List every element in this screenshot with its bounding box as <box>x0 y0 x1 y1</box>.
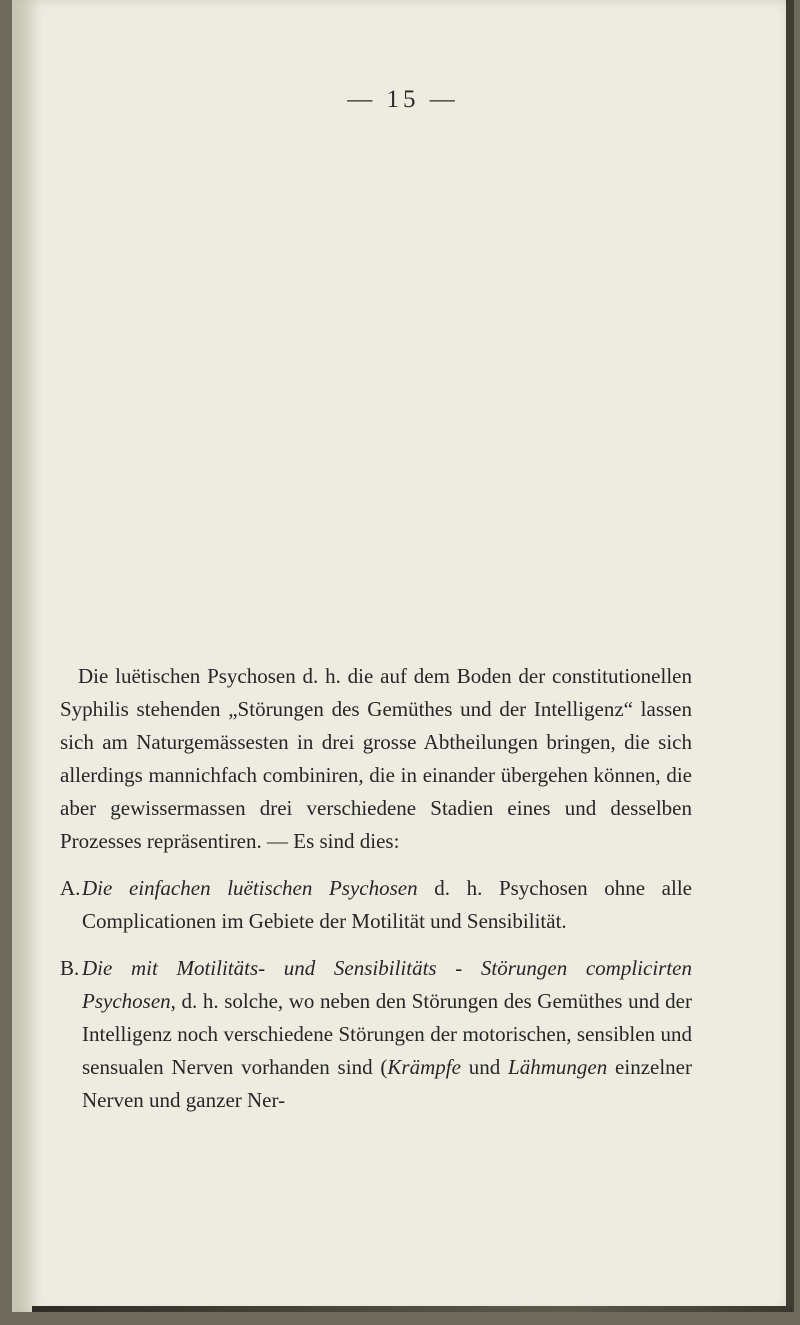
list-item-text: einzelner Nerven und ganzer Ner- <box>82 1055 692 1112</box>
page-bottom-edge <box>32 1306 792 1312</box>
list-item-text: und <box>460 1055 509 1079</box>
list-item-title: Die mit Motilitäts- und Sensibilitäts - Störungen complicirten Psychosen <box>82 956 692 1013</box>
list-item-title: Die einfachen luëtischen Psychosen <box>82 876 418 900</box>
page-number: — 15 — <box>347 86 459 113</box>
list-item-text: d. h. Psychosen ohne alle Complicationen im Gebiete der Motilität und Sensibilität. <box>82 876 692 933</box>
list-item-b <box>60 952 692 1117</box>
intro-paragraph: Die luëtischen Psychosen d. h. die auf dem Boden der constitutionellen Syphilis stehenden „Störungen des Gemüthes und der Intelligenz“ lassen sich am Naturgemässesten in drei grosse Abtheilungen bringen, die sich allerdings mannichfach combiniren, die in einander übergehen können, die aber gewissermassen drei verschiedene Stadien eines und desselben Prozesses repräsentiren. — Es sind dies: <box>60 664 692 853</box>
list-marker: B. <box>60 956 80 980</box>
list-item-emphasis: Krämpfe <box>387 1055 461 1079</box>
page-left-edge-shadow <box>12 0 42 1312</box>
body-text <box>60 660 692 1131</box>
list-item-a <box>60 872 692 938</box>
book-page <box>12 0 794 1312</box>
page-right-edge <box>786 0 794 1312</box>
list-item-text: , d. h. solche, wo neben den Störungen des Gemüthes und der Intelligenz noch verschiedene Störungen der motorischen, sensiblen und sensualen Nerven vorhanden sind ( <box>82 989 692 1079</box>
list-marker: A. <box>60 876 81 900</box>
list-item-emphasis: Lähmungen <box>508 1055 608 1079</box>
